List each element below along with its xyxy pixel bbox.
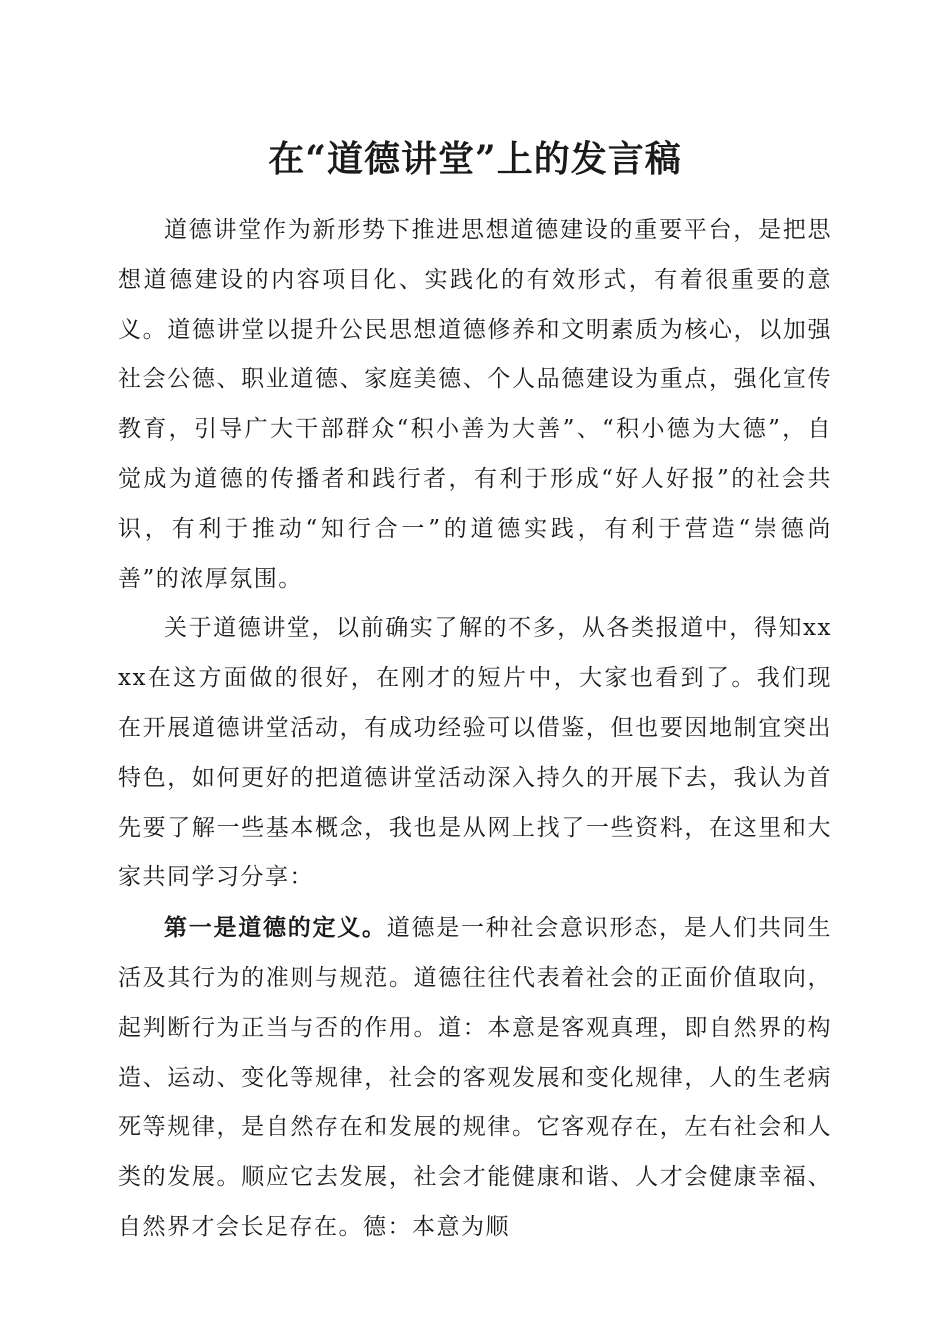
paragraph-text: 关于道德讲堂，以前确实了解的不多，从各类报道中，得知xxxx在这方面做的很好，在刚才的短片中，大家也看到了。我们现在开展道德讲堂活动，有成功经验可以借鉴，但也要因地制宜突出特色，如何更好的把道德讲堂活动深入持久的开展下去，我认为首先要了解一些基本概念，我也是从网上找了一些资料，在这里和大家共同学习分享： (118, 615, 832, 891)
paragraph-lead-heading: 第一是道德的定义。 (164, 914, 387, 942)
document-title: 在“道德讲堂”上的发言稿 (268, 138, 682, 180)
document-body (118, 206, 832, 1253)
paragraph-definition (118, 903, 832, 1253)
paragraph-text: 道德是一种社会意识形态，是人们共同生活及其行为的准则与规范。道德往往代表着社会的正面价值取向，起判断行为正当与否的作用。道：本意是客观真理，即自然界的构造、运动、变化等规律，社会的客观发展和变化规律，人的生老病死等规律，是自然存在和发展的规律。它客观存在，左右社会和人类的发展。顺应它去发展，社会才能健康和谐、人才会健康幸福、自然界才会长足存在。德：本意为顺 (118, 915, 832, 1240)
paragraph-background (118, 604, 832, 903)
paragraph-text: 道德讲堂作为新形势下推进思想道德建设的重要平台，是把思想道德建设的内容项目化、实践化的有效形式，有着很重要的意义。道德讲堂以提升公民思想道德修养和文明素质为核心，以加强社会公德、职业道德、家庭美德、个人品德建设为重点，强化宣传教育，引导广大干部群众“积小善为大善”、“积小德为大德”，自觉成为道德的传播者和践行者，有利于形成“好人好报”的社会共识，有利于推动“知行合一”的道德实践，有利于营造“崇德尚善”的浓厚氛围。 (118, 217, 832, 592)
paragraph-intro (118, 206, 832, 604)
